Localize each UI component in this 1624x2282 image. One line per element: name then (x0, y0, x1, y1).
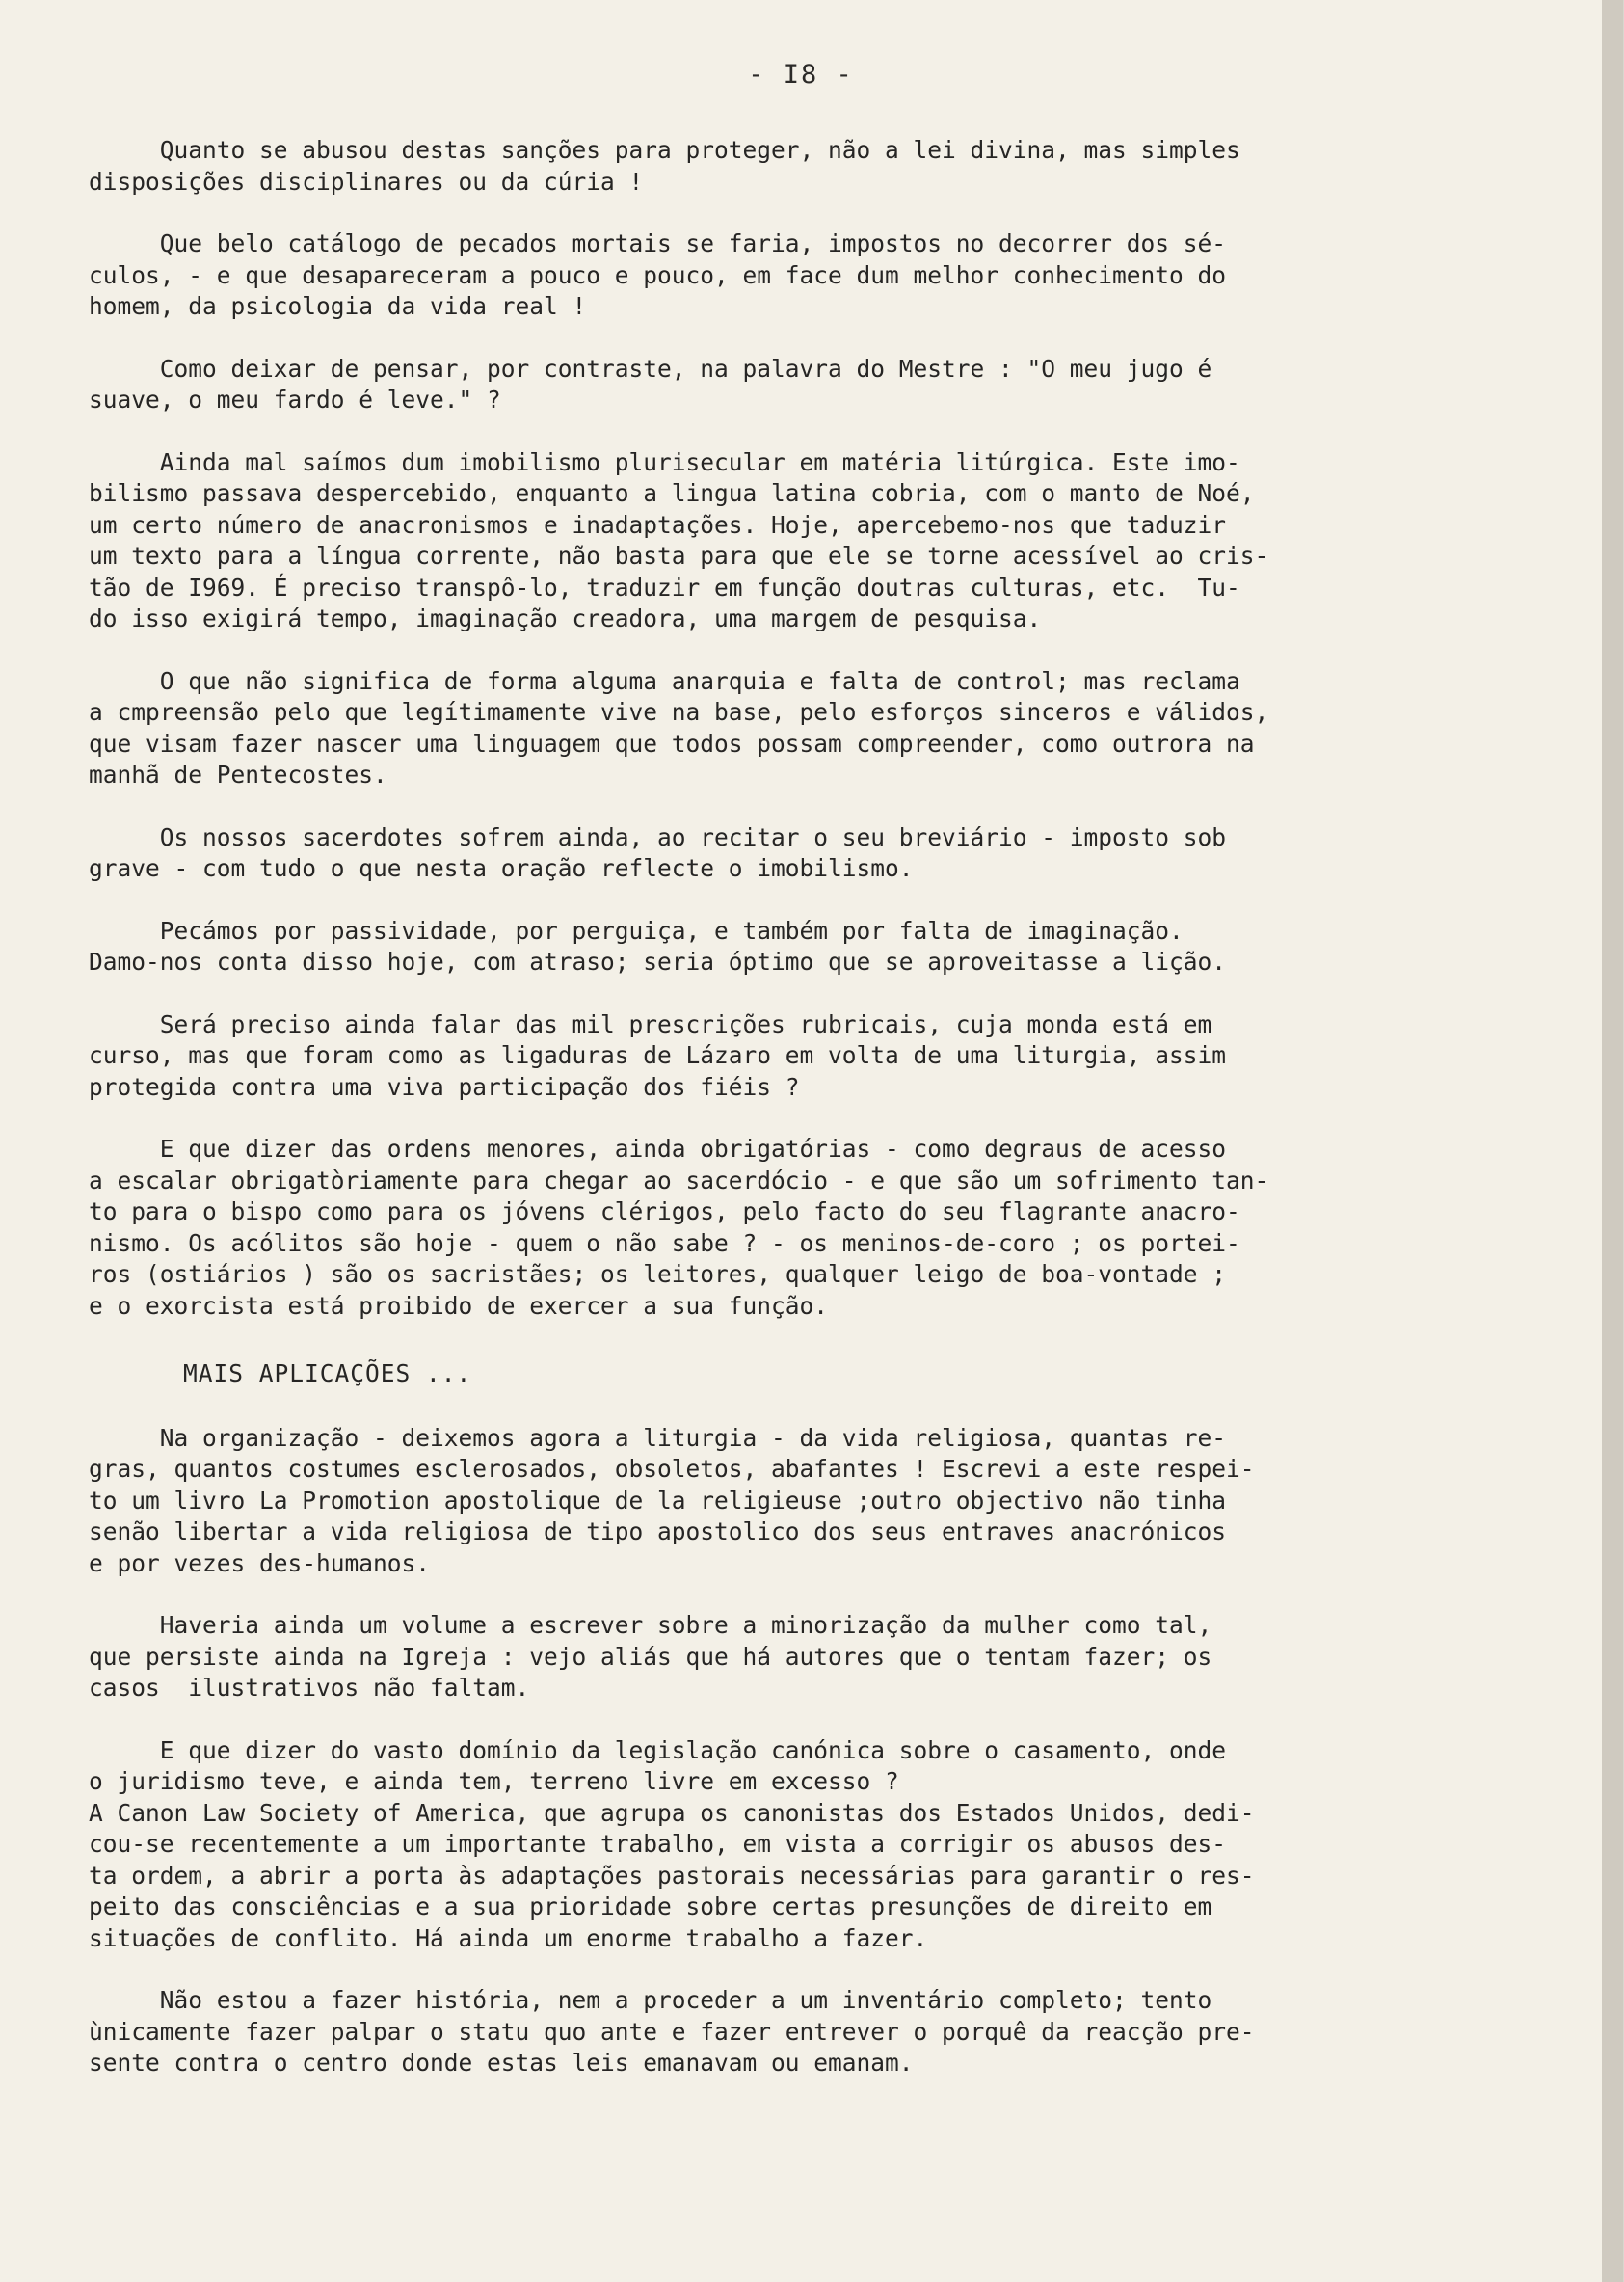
text-line: do isso exigirá tempo, imaginação creadora, uma margem de pesquisa. (89, 604, 1042, 632)
text-line: Não estou a fazer história, nem a proceder a um inventário completo; tento (89, 1986, 1212, 2014)
text-line: Que belo catálogo de pecados mortais se faria, impostos no decorrer dos sé- (89, 229, 1227, 257)
text-line: a cmpreensão pelo que legítimamente vive na base, pelo esforços sinceros e válidos, (89, 698, 1269, 726)
text-line: to um livro La Promotion apostolique de la religieuse ;outro objectivo não tinha (89, 1486, 1227, 1515)
text-line: Haveria ainda um volume a escrever sobre a minorização da mulher como tal, (89, 1611, 1212, 1639)
text-line: cou-se recentemente a um importante trabalho, em vista a corrigir os abusos des- (89, 1830, 1227, 1858)
paragraph (89, 1009, 1438, 1104)
section-heading: MAIS APLICAÇÕES ... (183, 1359, 472, 1387)
text-line: curso, mas que foram como as ligaduras de Lázaro em volta de uma liturgia, assim (89, 1041, 1227, 1069)
paragraph (89, 354, 1438, 416)
text-line: O que não significa de forma alguma anarquia e falta de control; mas reclama (89, 666, 1240, 695)
text-line: culos, - e que desapareceram a pouco e pouco, em face dum melhor conhecimento do (89, 260, 1227, 289)
text-line: casos ilustrativos não faltam. (89, 1674, 530, 1702)
paragraph (89, 1735, 1438, 1955)
page-number: - I8 - (748, 60, 854, 90)
paragraph (89, 228, 1438, 323)
text-line: grave - com tudo o que nesta oração reflecte o imobilismo. (89, 854, 914, 882)
paragraph (89, 916, 1438, 979)
text-line: situações de conflito. Há ainda um enorme trabalho a fazer. (89, 1923, 928, 1952)
text-line: sente contra o centro donde estas leis emanavam ou emanam. (89, 2049, 914, 2077)
text-line: bilismo passava despercebido, enquanto a lingua latina cobria, com o manto de Noé, (89, 479, 1255, 507)
text-line: um texto para a língua corrente, não basta para que ele se torne acessível ao cris- (89, 542, 1269, 570)
text-line: gras, quantos costumes esclerosados, obsoletos, abafantes ! Escrevi a este respei- (89, 1455, 1255, 1483)
text-line: E que dizer do vasto domínio da legislação canónica sobre o casamento, onde (89, 1735, 1227, 1764)
paragraph (89, 822, 1438, 885)
text-line: Damo-nos conta disso hoje, com atraso; seria óptimo que se aproveitasse a lição. (89, 948, 1227, 976)
text-line: a escalar obrigatòriamente para chegar ao sacerdócio - e que são um sofrimento tan- (89, 1166, 1269, 1195)
text-line: Pecámos por passividade, por perguiça, e também por falta de imaginação. (89, 916, 1184, 945)
text-line: um certo número de anacronismos e inadaptações. Hoje, apercebemo-nos que taduzir (89, 510, 1227, 539)
paragraph (89, 1423, 1438, 1580)
text-line: peito das consciências e a sua prioridade sobre certas presunções de direito em (89, 1893, 1212, 1920)
text-line: Será preciso ainda falar das mil prescrições rubricais, cuja monda está em (89, 1009, 1212, 1038)
text-line: to para o bispo como para os jóvens clérigos, pelo facto do seu flagrante anacro- (89, 1197, 1240, 1225)
text-line: tão de I969. É preciso transpô-lo, traduzir em função doutras culturas, etc. Tu- (89, 573, 1240, 602)
paragraph (89, 666, 1438, 792)
text-line: protegida contra uma viva participação dos fiéis ? (89, 1072, 800, 1101)
text-line: ta ordem, a abrir a porta às adaptações pastorais necessárias para garantir o res- (89, 1861, 1255, 1890)
text-line: e por vezes des-humanos. (89, 1548, 431, 1577)
paragraph (89, 1985, 1438, 2080)
text-line: nismo. Os acólitos são hoje - quem o não sabe ? - os meninos-de-coro ; os portei- (89, 1228, 1240, 1257)
page-body (89, 135, 1438, 2110)
text-line: Quanto se abusou destas sanções para proteger, não a lei divina, mas simples (89, 136, 1240, 164)
text-line: Os nossos sacerdotes sofrem ainda, ao recitar o seu breviário - imposto sob (89, 822, 1227, 851)
text-line: senão libertar a vida religiosa de tipo apostolico dos seus entraves anacrónicos (89, 1517, 1227, 1545)
paragraph (89, 1134, 1438, 1322)
text-line: ros (ostiários ) são os sacristães; os leitores, qualquer leigo de boa-vontade ; (89, 1260, 1227, 1288)
text-line: E que dizer das ordens menores, ainda obrigatórias - como degraus de acesso (89, 1135, 1227, 1163)
text-line: homem, da psicologia da vida real ! (89, 292, 587, 320)
text-line: e o exorcista está proibido de exercer a sua função. (89, 1291, 829, 1320)
text-line: Na organização - deixemos agora a liturgia - da vida religiosa, quantas re- (89, 1423, 1227, 1452)
text-line: que persiste ainda na Igreja : vejo aliás que há autores que o tentam fazer; os (89, 1642, 1212, 1671)
text-line: Ainda mal saímos dum imobilismo plurisecular em matéria litúrgica. Este imo- (89, 447, 1240, 476)
text-line: A Canon Law Society of America, que agrupa os canonistas dos Estados Unidos, dedi- (89, 1798, 1255, 1827)
paragraph (89, 135, 1438, 198)
text-line: manhã de Pentecostes. (89, 761, 387, 789)
text-line: que visam fazer nascer uma linguagem que todos possam compreender, como outrora na (89, 729, 1255, 758)
text-line: disposições disciplinares ou da cúria ! (89, 167, 644, 196)
text-line: Como deixar de pensar, por contraste, na palavra do Mestre : "O meu jugo é (89, 354, 1212, 383)
text-line: o juridismo teve, e ainda tem, terreno livre em excesso ? (89, 1767, 899, 1795)
text-line: ùnicamente fazer palpar o statu quo ante e fazer entrever o porquê da reacção pre- (89, 2017, 1255, 2046)
paragraph (89, 1610, 1438, 1705)
text-line: suave, o meu fardo é leve." ? (89, 386, 501, 414)
paragraph (89, 447, 1438, 635)
